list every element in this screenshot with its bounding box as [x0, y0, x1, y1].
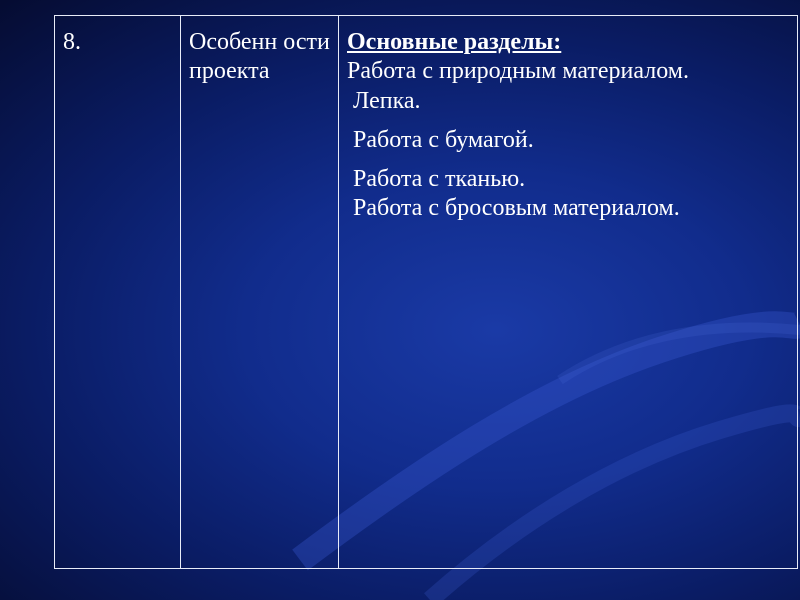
section-item: Работа с бумагой. [353, 126, 534, 153]
row-number: 8. [63, 29, 81, 55]
content-cell [339, 16, 798, 569]
feature-cell [181, 16, 339, 569]
sections-heading: Основные разделы: [347, 29, 562, 55]
feature-label: Особенн ости проекта [189, 29, 330, 85]
table-row [55, 16, 798, 569]
content-table [54, 15, 798, 569]
row-number-cell [55, 16, 181, 569]
section-item: Лепка. [353, 87, 421, 114]
section-item: Работа с природным материалом. [347, 58, 689, 85]
section-item: Работа с тканью. [353, 166, 526, 193]
section-item: Работа с бросовым материалом. [353, 195, 680, 222]
